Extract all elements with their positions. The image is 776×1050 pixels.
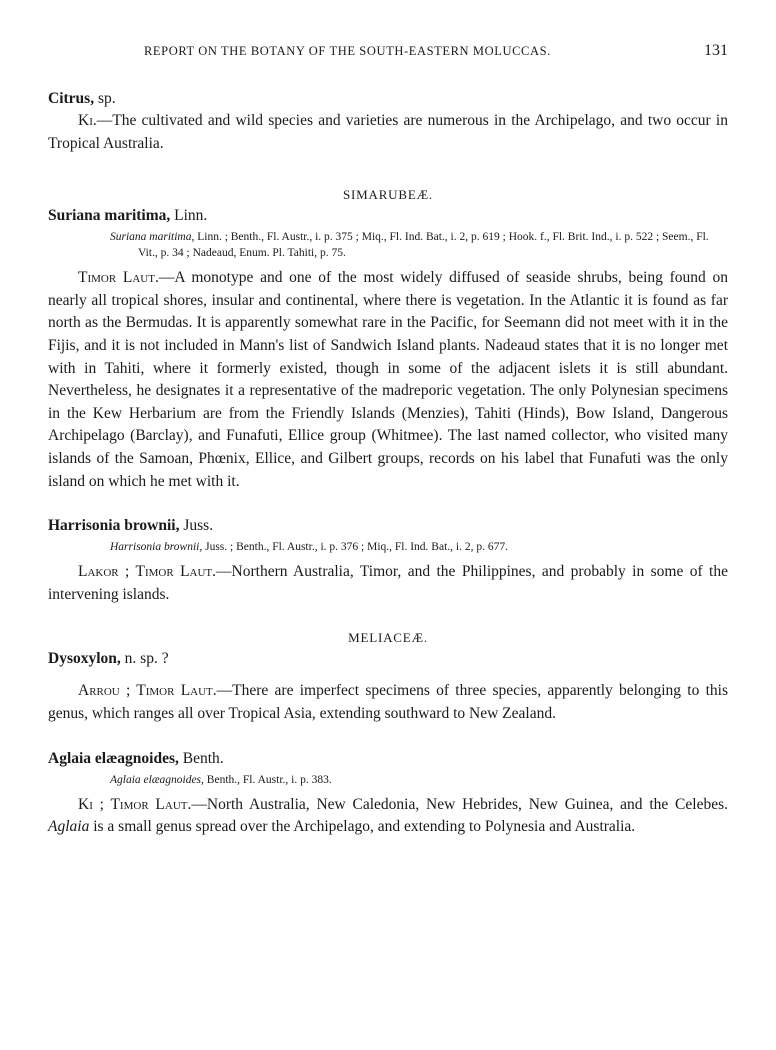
species-binomial: Harrisonia brownii, <box>48 517 180 535</box>
citation-harrisonia <box>48 539 728 555</box>
citation-text: Benth., Fl. Austr., i. p. 383. <box>203 773 332 786</box>
page-number: 131 <box>704 42 728 59</box>
species-paragraph-harrisonia <box>48 561 728 606</box>
locality: Ki ; Timor Laut. <box>78 795 192 813</box>
species-name-dysoxylon <box>48 648 728 670</box>
citation-text: Linn. ; Benth., Fl. Austr., i. p. 375 ; Miq., Fl. Ind. Bat., i. 2, p. 619 ; Hook. f., Fl. Brit. Ind., i. p. 522 ; Seem., Fl. Vit., p. 34 ; Nadeaud, Enum. Pl. Tahiti, p. 75. <box>138 231 709 260</box>
species-name-citrus <box>48 88 728 110</box>
locality: Lakor ; Timor Laut. <box>78 563 217 581</box>
paragraph-text: —A monotype and one of the most widely diffused of seaside shrubs, being found on nearly all tropical shores, insular and continental, where there is vegetation. In the Atlantic it is found as far north as the Bermudas. It is apparently somewhat rare in the Pacific, for Seemann did not meet with it in the Fijis, and it is not included in Mann's list of Sandwich Island plants. Nadeaud states that it is no longer met with in Tahiti, where it formerly existed, though in some of the adjacent islets it is still abundant. Nevertheless, he designates it a representative of the madreporic vegetation. The only Polynesian specimens in the Kew Herbarium are from the Friendly Islands (Menzies), Tahiti (Hinds), Bow Island, Dangerous Archipelago (Barclay), and Funafuti, Ellice group (Whitmee). The last named collector, who visited many islands of the Samoan, Phœnix, Ellice, and Gilbert groups, records on his label that Funafuti was the only island on which he met with it. <box>48 269 728 490</box>
genus-name: Aglaia <box>48 818 90 836</box>
citation-aglaia <box>48 772 728 788</box>
running-title: REPORT ON THE BOTANY OF THE SOUTH-EASTERN MOLUCCAS. <box>144 44 551 58</box>
species-name-harrisonia <box>48 515 728 537</box>
species-binomial: Aglaia elæagnoides, <box>48 749 179 767</box>
species-paragraph-citrus <box>48 110 728 155</box>
species-authority: n. sp. ? <box>120 650 169 668</box>
species-name-aglaia <box>48 748 728 770</box>
species-binomial: Citrus, <box>48 90 95 107</box>
locality: Ki. <box>78 112 97 129</box>
species-paragraph-suriana <box>48 267 728 493</box>
species-authority: Linn. <box>170 207 208 225</box>
paragraph-text: —Northern Australia, Timor, and the Philippines, and probably in some of the intervening islands. <box>48 563 728 603</box>
species-name-suriana <box>48 205 728 227</box>
species-paragraph-aglaia <box>48 794 728 839</box>
family-heading-meliaceae: MELIACEÆ. <box>348 630 428 646</box>
paragraph-text: —There are imperfect specimens of three species, apparently belonging to this genus, which ranges all over Tropical Asia, extending southward to New Zealand. <box>48 682 728 722</box>
species-binomial: Suriana maritima, <box>48 207 171 225</box>
citation-text: Juss. ; Benth., Fl. Austr., i. p. 376 ; Miq., Fl. Ind. Bat., i. 2, p. 677. <box>202 541 508 554</box>
paragraph-text: —North Australia, New Caledonia, New Hebrides, New Guinea, and the Celebes. <box>191 795 728 813</box>
species-authority: sp. <box>94 90 116 107</box>
species-paragraph-dysoxylon <box>48 680 728 725</box>
species-binomial: Dysoxylon, <box>48 650 121 668</box>
citation-species: Aglaia elæagnoides, <box>110 773 204 786</box>
family-heading-simarubeae: SIMARUBEÆ. <box>343 187 433 203</box>
paragraph-text: —The cultivated and wild species and varieties are numerous in the Archipelago, and two occur in Tropical Australia. <box>48 112 728 152</box>
running-header <box>48 44 728 66</box>
page-body <box>48 88 728 839</box>
citation-species: Suriana maritima, <box>110 231 195 244</box>
citation-species: Harrisonia brownii, <box>110 541 203 554</box>
species-authority: Juss. <box>179 517 214 535</box>
species-authority: Benth. <box>178 749 224 767</box>
citation-suriana <box>48 229 728 261</box>
paragraph-text: is a small genus spread over the Archipelago, and extending to Polynesia and Australia. <box>89 818 636 836</box>
locality: Arrou ; Timor Laut. <box>78 682 217 700</box>
locality: Timor Laut. <box>78 269 159 287</box>
